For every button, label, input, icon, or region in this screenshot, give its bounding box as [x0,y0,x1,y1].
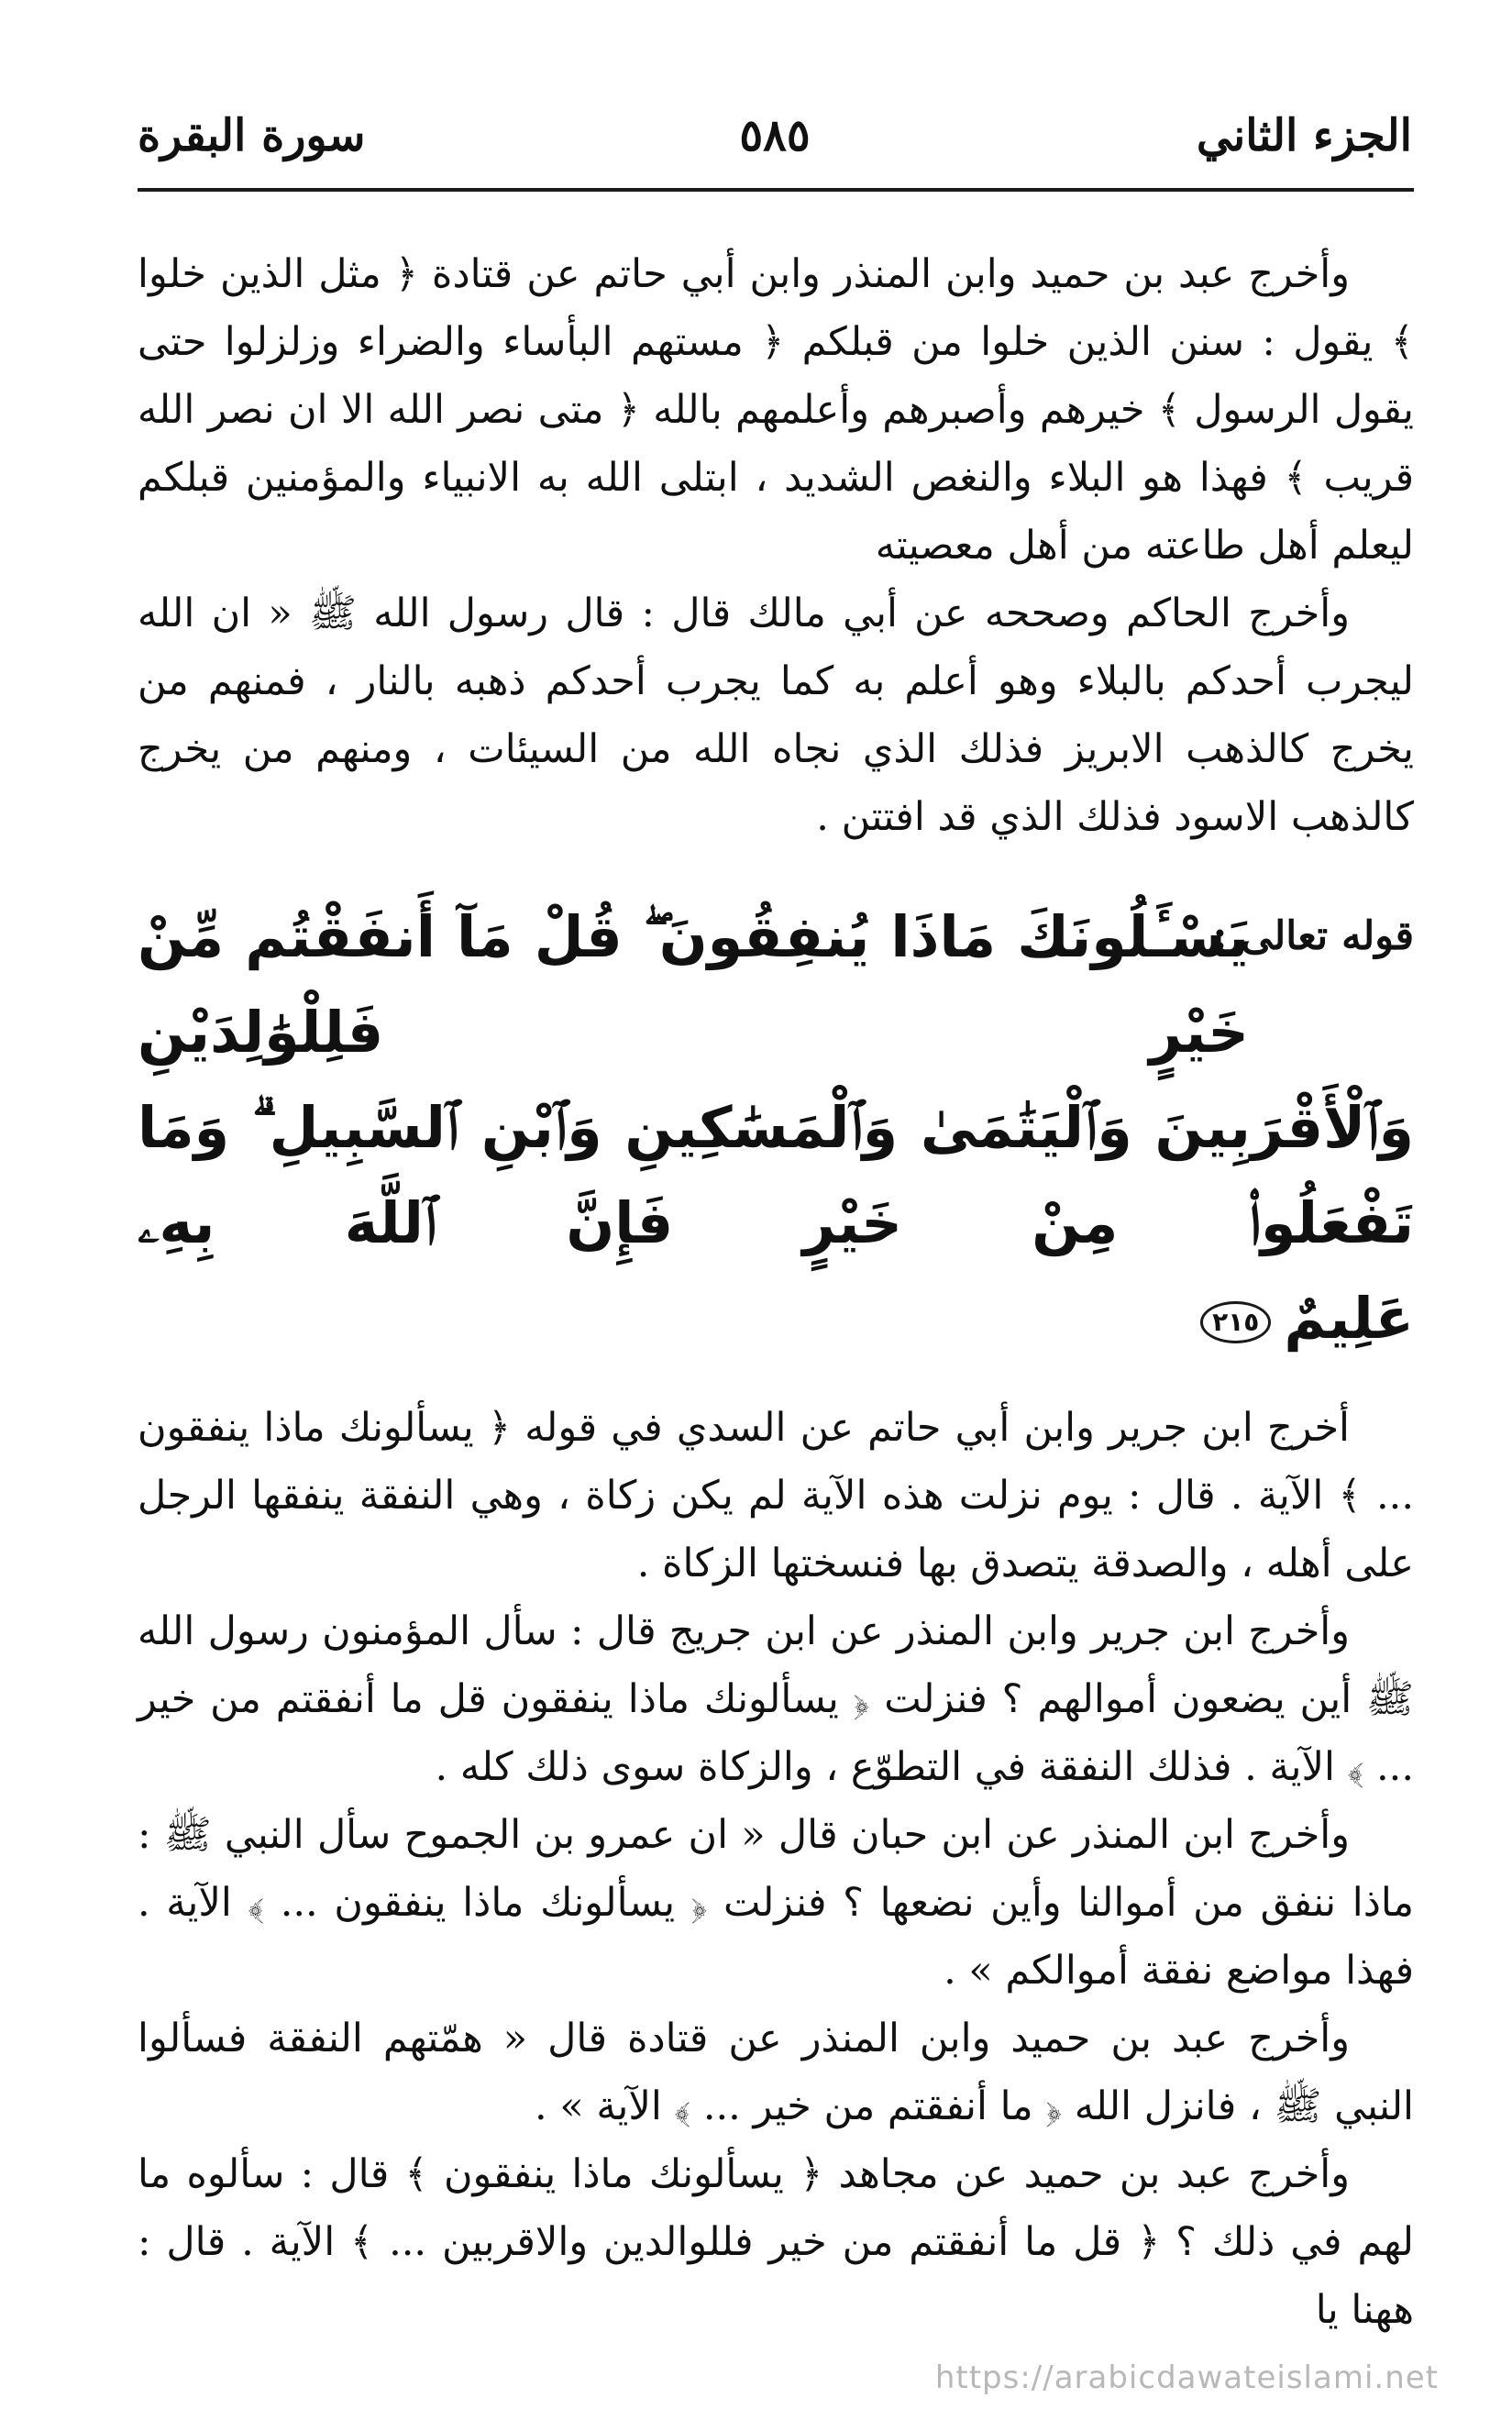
paragraph-hakim [138,580,1414,851]
paragraph-text: وأخرج الحاكم وصححه عن أبي مالك قال : قال رسول الله ﷺ « ان الله ليجرب أحدكم بالبلاء وهو أعلم به كما يجرب أحدكم ذهبه بالنار ، فمنهم من يخرج كالذهب الابريز فذلك الذي نجاه الله من السيئات ، ومنهم من يخرج كالذهب الاسود فذلك الذي قد افتتن . [138,591,1414,840]
page-header [138,110,1412,193]
paragraph-text: أخرج ابن جرير وابن أبي حاتم عن السدي في قوله ﴿ يسألونك ماذا ينفقون ... ﴾ الآية . قال : يوم نزلت هذه الآية لم يكن زكاة ، وهي النفقة ينفقها الرجل على أهله ، والصدقة يتصدق بها فنسختها الزكاة . [138,1405,1414,1586]
verse-line-1: يَسْـَٔلُونَكَ مَاذَا يُنفِقُونَ ۖ قُلْ مَآ أَنفَقْتُم مِّنْ خَيْرٍ فَلِلْوَٰلِدَيْنِ [138,903,1249,1066]
page-number: ٥٨٥ [739,110,811,161]
paragraph-mujahid [138,2140,1414,2344]
juz-title: الجزء الثاني [1196,110,1412,161]
page-content [138,240,1414,2344]
verse-line-2: وَٱلْأَقْرَبِينَ وَٱلْيَتَٰمَىٰ وَٱلْمَسَٰكِينِ وَٱبْنِ ٱلسَّبِيلِ ۗ وَمَا تَفْعَلُوا۟ مِنْ خَيْرٍ فَإِنَّ ٱللَّهَ بِهِۦ [138,1094,1414,1256]
paragraph-suddi [138,1394,1414,1597]
watermark-url: https://arabicdawateislami.net [934,2359,1439,2396]
paragraph-qatada [138,240,1414,580]
paragraph-ibn-hibban [138,1801,1414,2005]
quran-verse-block [138,890,1414,1366]
paragraph-text: وأخرج عبد بن حميد عن مجاهد ﴿ يسألونك ماذا ينفقون ﴾ قال : سألوه ما لهم في ذلك ؟ ﴿ قل ما أنفقتم من خير فللوالدين والاقربين ... ﴾ الآية . قال : ههنا يا [138,2151,1414,2333]
verse-intro-label: قوله تعالى : [1212,913,1414,959]
paragraph-text: وأخرج عبد بن حميد وابن المنذر وابن أبي حاتم عن قتادة ﴿ مثل الذين خلوا ﴾ يقول : سنن الذين خلوا من قبلكم ﴿ مستهم البأساء والضراء وزلزلوا حتى يقول الرسول ﴾ خيرهم وأصبرهم وأعلمهم بالله ﴿ متى نصر الله الا ان نصر الله قريب ﴾ فهذا هو البلاء والنغص الشديد ، ابتلى الله به الانبياء والمؤمنين قبلكم ليعلم أهل طاعته من أهل معصيته [138,251,1414,569]
paragraph-text: وأخرج ابن المنذر عن ابن حبان قال « ان عمرو بن الجموح سأل النبي ﷺ : ماذا ننفق من أموالنا وأين نضعها ؟ فنزلت ﴿ يسألونك ماذا ينفقون ... ﴾ الآية . فهذا مواضع نفقة أموالكم » . [138,1812,1414,1994]
surah-title: سورة البقرة [138,110,366,161]
paragraph-text: وأخرج عبد بن حميد وابن المنذر عن قتادة قال « همّتهم النفقة فسألوا النبي ﷺ ، فانزل الله ﴿ ما أنفقتم من خير ... ﴾ الآية » . [138,2016,1414,2129]
header-divider [138,188,1414,192]
paragraph-ibn-jurayj [138,1597,1414,1801]
paragraph-qatada-2 [138,2005,1414,2140]
verse-line-3 [138,1271,1414,1366]
paragraph-text: وأخرج ابن جرير وابن المنذر عن ابن جريج قال : سأل المؤمنون رسول الله ﷺ أين يضعون أموالهم ؟ فنزلت ﴿ يسألونك ماذا ينفقون قل ما أنفقتم من خير ... ﴾ الآية . فذلك النفقة في التطوّع ، والزكاة سوى ذلك كله . [138,1608,1414,1790]
verse-line-3-text: عَلِيمٌ [1284,1285,1414,1352]
ayah-number-marker: ٢١٥ [1200,1301,1271,1343]
